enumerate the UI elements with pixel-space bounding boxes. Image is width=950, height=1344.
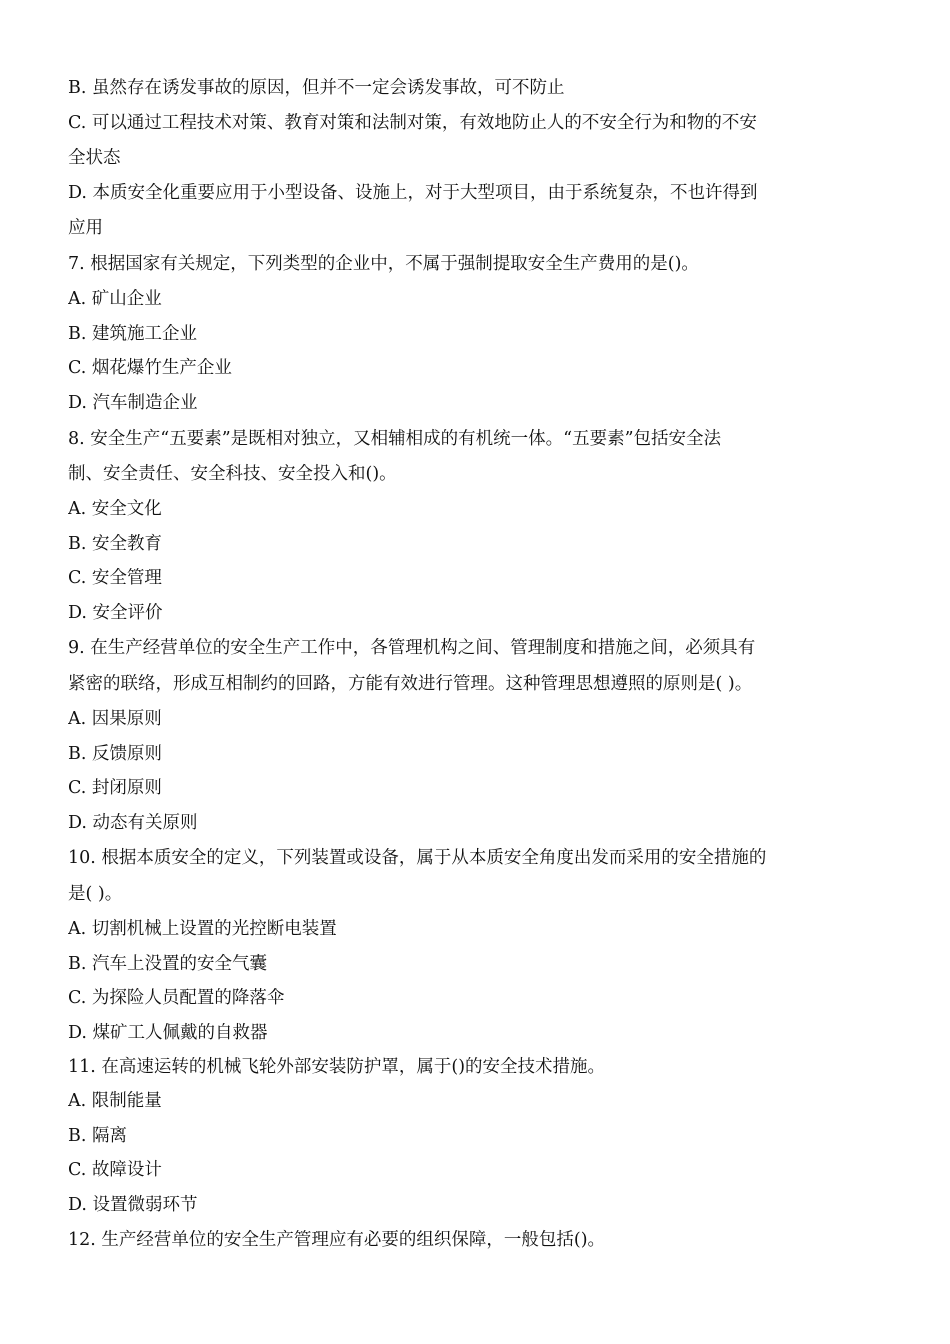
option-7d: D. 汽车制造企业: [68, 393, 198, 413]
question-10-cont: 是( )。: [68, 884, 123, 904]
question-8-cont: 制、安全责任、安全科技、安全投入和()。: [68, 464, 397, 484]
option-8b: B. 安全教育: [68, 534, 162, 554]
question-8: 8. 安全生产“五要素”是既相对独立，又相辅相成的有机统一体。“五要素”包括安全法: [68, 429, 722, 449]
option-11a: A. 限制能量: [68, 1091, 162, 1111]
option-8a: A. 安全文化: [68, 499, 162, 519]
option-6c: C. 可以通过工程技术对策、教育对策和法制对策，有效地防止人的不安全行为和物的不安: [68, 113, 757, 133]
option-7b: B. 建筑施工企业: [68, 324, 197, 344]
question-11: 11. 在高速运转的机械飞轮外部安装防护罩，属于()的安全技术措施。: [68, 1057, 606, 1077]
option-10d: D. 煤矿工人佩戴的自救器: [68, 1023, 268, 1043]
option-6c-cont: 全状态: [68, 148, 121, 168]
question-9-cont: 紧密的联络，形成互相制约的回路，方能有效进行管理。这种管理思想遵照的原则是( )。: [68, 674, 753, 694]
option-9d: D. 动态有关原则: [68, 813, 198, 833]
option-9b: B. 反馈原则: [68, 744, 162, 764]
option-10a: A. 切割机械上设置的光控断电装置: [68, 919, 337, 939]
question-7: 7. 根据国家有关规定，下列类型的企业中，不属于强制提取安全生产费用的是()。: [68, 254, 699, 274]
option-8c: C. 安全管理: [68, 568, 162, 588]
option-6b: B. 虽然存在诱发事故的原因，但并不一定会诱发事故，可不防止: [68, 78, 565, 98]
option-6d: D. 本质安全化重要应用于小型设备、设施上，对于大型项目，由于系统复杂，不也许得到: [68, 183, 758, 203]
option-10b: B. 汽车上没置的安全气囊: [68, 954, 267, 974]
option-10c: C. 为探险人员配置的降落伞: [68, 988, 285, 1008]
question-10: 10. 根据本质安全的定义，下列装置或设备，属于从本质安全角度出发而采用的安全措施的: [68, 848, 767, 868]
question-9: 9. 在生产经营单位的安全生产工作中，各管理机构之间、管理制度和措施之间，必须具有: [68, 638, 756, 658]
option-9a: A. 因果原则: [68, 709, 162, 729]
option-6d-cont: 应用: [68, 218, 103, 238]
option-11c: C. 故障设计: [68, 1160, 162, 1180]
option-7c: C. 烟花爆竹生产企业: [68, 358, 232, 378]
question-12: 12. 生产经营单位的安全生产管理应有必要的组织保障，一般包括()。: [68, 1230, 606, 1250]
option-8d: D. 安全评价: [68, 603, 163, 623]
option-7a: A. 矿山企业: [68, 289, 162, 309]
option-11b: B. 隔离: [68, 1126, 127, 1146]
option-9c: C. 封闭原则: [68, 778, 162, 798]
option-11d: D. 设置微弱环节: [68, 1195, 198, 1215]
